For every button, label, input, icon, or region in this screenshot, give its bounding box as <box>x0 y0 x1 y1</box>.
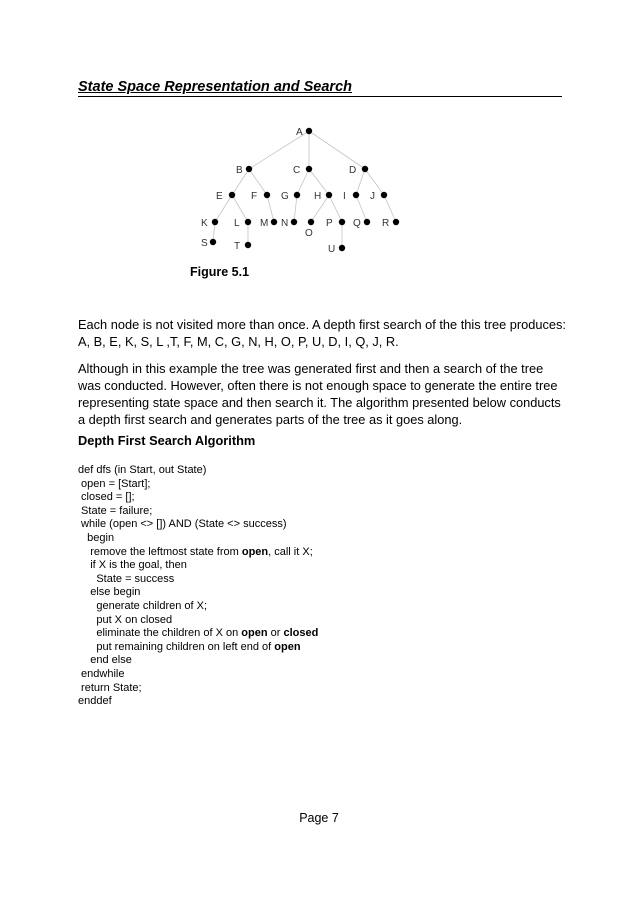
code-line <box>78 464 318 478</box>
code-text: else begin <box>78 586 141 599</box>
code-text: put remaining children on left end of <box>78 640 275 653</box>
tree-node-i-label: I <box>343 191 346 202</box>
tree-edge-a-d <box>309 131 365 169</box>
code-line <box>78 668 318 682</box>
code-line <box>78 614 318 628</box>
paragraph-dfs-result: Each node is not visited more than once. A depth first search of the this tree produces: A, B, E, K, S, L ,T, F, M, C, G, N, H, O, P, U, D, I, Q, J, R. <box>78 317 566 349</box>
tree-node-h-label: H <box>314 191 322 202</box>
code-line <box>78 586 318 600</box>
tree-node-c-label: C <box>293 165 301 176</box>
code-text: while (open <> []) AND (State <> success) <box>78 518 287 531</box>
tree-node-t-label: T <box>234 241 241 252</box>
code-text: enddef <box>78 695 112 708</box>
tree-node-m-label: M <box>260 218 269 229</box>
code-line <box>78 600 318 614</box>
code-text: if X is the goal, then <box>78 559 187 572</box>
tree-node-f-dot <box>264 192 270 198</box>
tree-node-k-dot <box>212 219 218 225</box>
code-text: closed = []; <box>78 491 135 504</box>
tree-node-u-dot <box>339 245 345 251</box>
tree-node-d-dot <box>362 166 368 172</box>
code-keyword: closed <box>283 627 319 640</box>
tree-node-f-label: F <box>251 191 258 202</box>
tree-node-c-dot <box>306 166 312 172</box>
tree-node-l-dot <box>245 219 251 225</box>
paragraph-algorithm-intro: Although in this example the tree was generated first and then a search of the tree was conducted. However, often there is not enough space to generate the entire tree representing state space and then search it. The algorithm presented below conducts a depth first search and generates parts of the tree as it goes along. <box>78 361 561 427</box>
tree-node-b-label: B <box>236 165 243 176</box>
tree-node-n-dot <box>291 219 297 225</box>
tree-node-n-label: N <box>281 218 289 229</box>
code-keyword: open <box>241 545 269 558</box>
section-heading: State Space Representation and Search <box>78 78 562 97</box>
tree-node-m-dot <box>271 219 277 225</box>
code-line <box>78 695 318 709</box>
tree-node-j-label: J <box>370 191 375 202</box>
code-text: end else <box>78 654 132 667</box>
code-text: State = failure; <box>78 504 153 517</box>
code-line <box>78 491 318 505</box>
code-text: State = success <box>78 572 175 585</box>
tree-node-o-dot <box>308 219 314 225</box>
code-text: or <box>267 627 284 640</box>
tree-node-i-dot <box>353 192 359 198</box>
tree-node-e-label: E <box>216 191 223 202</box>
tree-node-e-dot <box>229 192 235 198</box>
code-line <box>78 532 318 546</box>
tree-node-s-dot <box>210 239 216 245</box>
code-text: endwhile <box>78 667 125 680</box>
code-keyword: open <box>274 640 301 653</box>
tree-node-o-label: O <box>305 228 313 239</box>
code-text: remove the leftmost state from <box>78 545 242 558</box>
tree-node-p-dot <box>339 219 345 225</box>
page-number: Page 7 <box>299 811 339 825</box>
code-line <box>78 682 318 696</box>
code-line <box>78 559 318 573</box>
figure-caption: Figure 5.1 <box>190 265 250 279</box>
tree-node-q-label: Q <box>353 218 361 229</box>
tree-node-d-label: D <box>349 165 357 176</box>
dfs-pseudocode <box>78 464 318 709</box>
tree-node-g-dot <box>294 192 300 198</box>
code-line <box>78 546 318 560</box>
code-text: open = [Start]; <box>78 477 151 490</box>
tree-node-l-label: L <box>234 218 240 229</box>
tree-node-j-dot <box>381 192 387 198</box>
code-text: , call it X; <box>268 545 313 558</box>
algorithm-title: Depth First Search Algorithm <box>78 433 256 448</box>
code-text: begin <box>78 531 115 544</box>
code-line <box>78 627 318 641</box>
code-text: return State; <box>78 681 142 694</box>
code-text: def dfs (in Start, out State) <box>78 464 207 476</box>
code-text: eliminate the children of X on <box>78 627 242 640</box>
code-line <box>78 573 318 587</box>
code-line <box>78 654 318 668</box>
code-text: put X on closed <box>78 613 173 626</box>
tree-node-p-label: P <box>326 218 333 229</box>
code-line <box>78 641 318 655</box>
tree-node-r-label: R <box>382 218 390 229</box>
code-line <box>78 505 318 519</box>
tree-node-b-dot <box>246 166 252 172</box>
tree-node-r-dot <box>393 219 399 225</box>
tree-node-k-label: K <box>201 218 208 229</box>
tree-edge-d-i <box>356 169 365 195</box>
tree-node-a-label: A <box>296 127 303 138</box>
tree-edge-g-n <box>294 195 297 222</box>
tree-node-g-label: G <box>281 191 289 202</box>
tree-node-q-dot <box>364 219 370 225</box>
tree-node-h-dot <box>326 192 332 198</box>
search-tree-figure <box>0 0 638 300</box>
code-keyword: open <box>241 627 268 640</box>
code-text: generate children of X; <box>78 599 208 612</box>
tree-node-t-dot <box>245 242 251 248</box>
code-line <box>78 518 318 532</box>
code-line <box>78 478 318 492</box>
tree-node-u-label: U <box>328 244 336 255</box>
tree-node-s-label: S <box>201 238 208 249</box>
tree-node-a-dot <box>306 128 312 134</box>
